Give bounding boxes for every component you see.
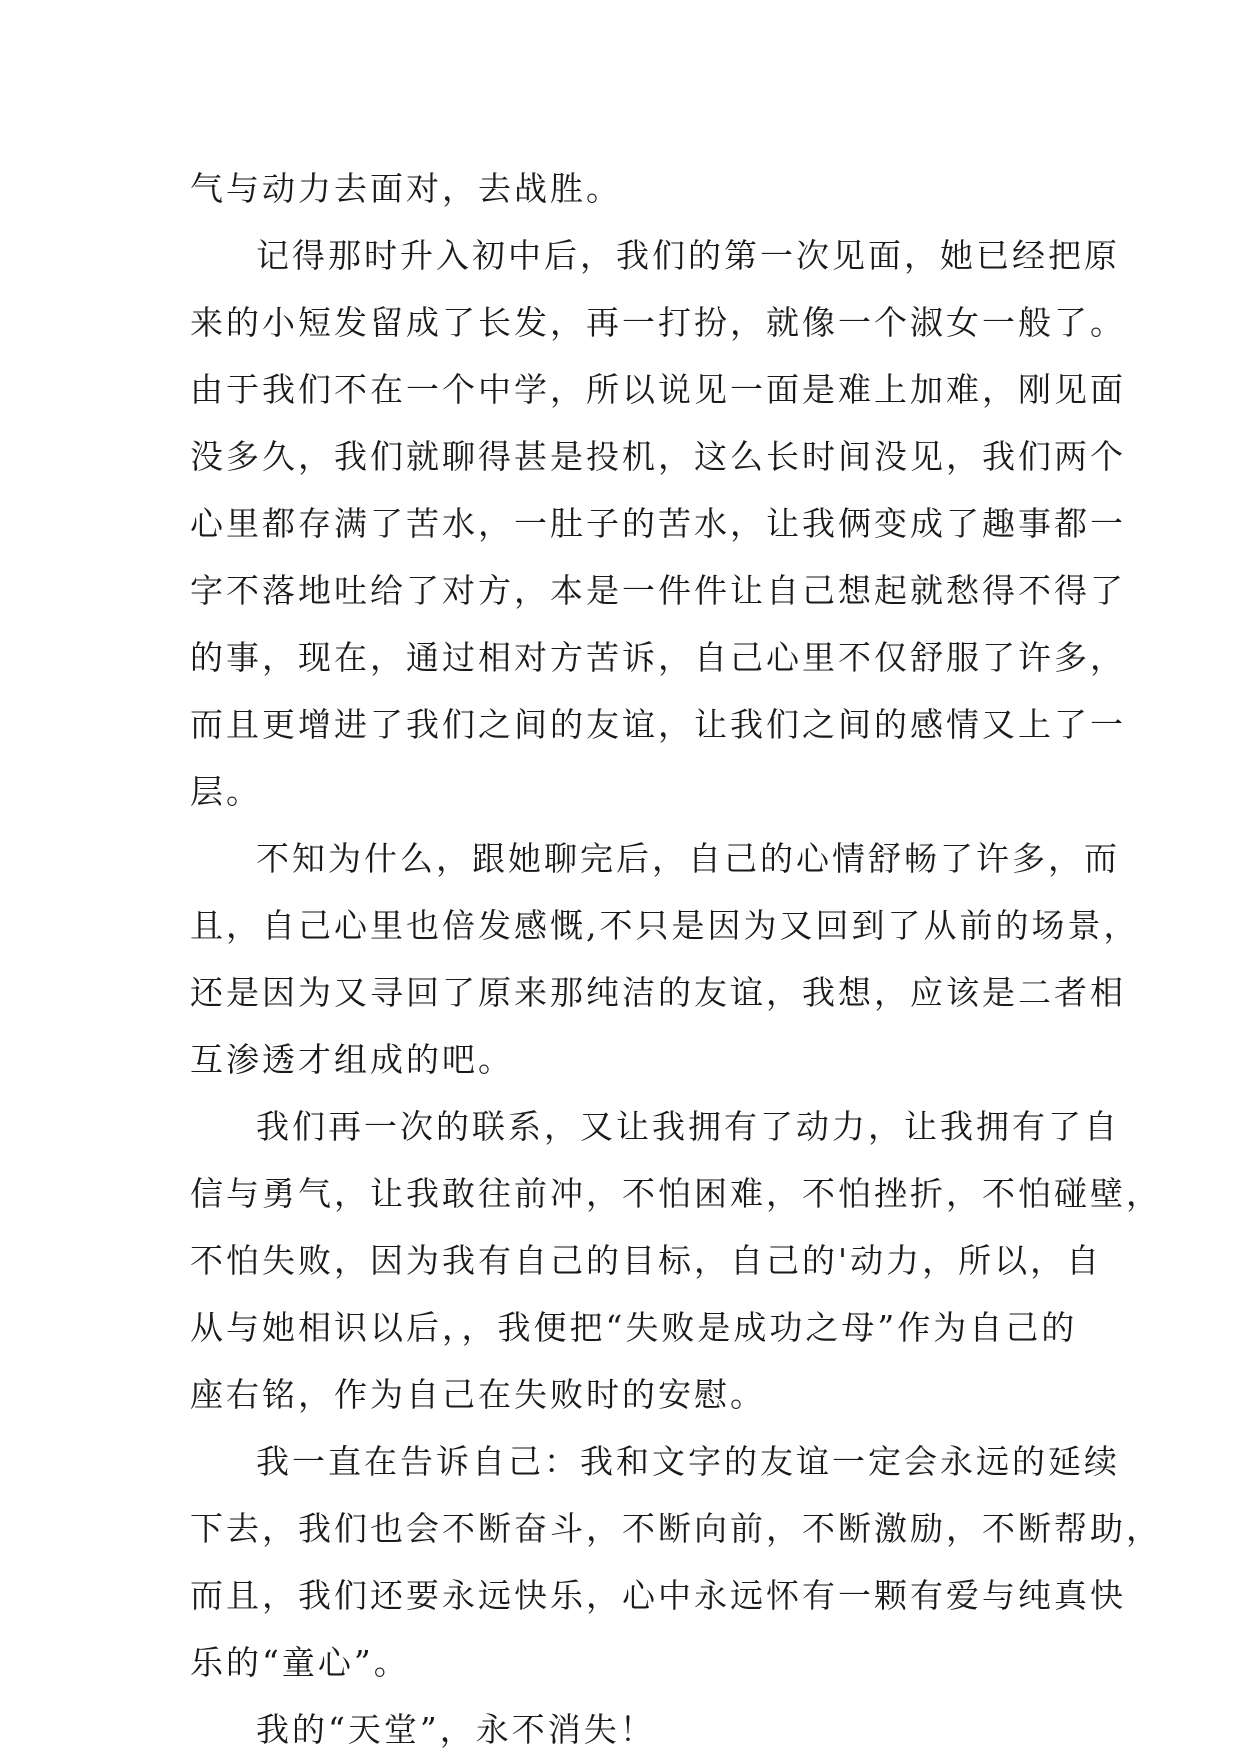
text-line: 的事，现在，通过相对方苦诉，自己心里不仅舒服了许多，	[190, 638, 1126, 677]
text-line: 信与勇气，让我敢往前冲，不怕困难，不怕挫折，不怕碰壁，	[190, 1174, 1162, 1213]
text-line: 不怕失败，因为我有自己的目标，自己的'动力，所以，自	[190, 1241, 1103, 1280]
paragraph-first-line: 我们再一次的联系，又让我拥有了动力，让我拥有了自	[256, 1107, 1120, 1146]
text-line: 从与她相识以后，，我便把“失败是成功之母”作为自己的	[190, 1308, 1078, 1347]
text-line: 没多久，我们就聊得甚是投机，这么长时间没见，我们两个	[190, 437, 1126, 476]
paragraph-first-line: 记得那时升入初中后，我们的第一次见面，她已经把原	[256, 236, 1120, 275]
paragraph-first-line: 我一直在告诉自己：我和文字的友谊一定会永远的延续	[256, 1442, 1120, 1481]
text-line: 互渗透才组成的吧。	[190, 1040, 514, 1079]
paragraph-first-line: 我的“天堂”，永不消失！	[256, 1710, 656, 1749]
text-line: 字不落地吐给了对方，本是一件件让自己想起就愁得不得了	[190, 571, 1126, 610]
text-line: 气与动力去面对，去战胜。	[190, 169, 622, 208]
document-body	[190, 155, 1162, 1763]
text-line: 且，自己心里也倍发感慨,不只是因为又回到了从前的场景，	[190, 906, 1140, 945]
text-line: 还是因为又寻回了原来那纯洁的友谊，我想，应该是二者相	[190, 973, 1126, 1012]
text-line: 心里都存满了苦水，一肚子的苦水，让我俩变成了趣事都一	[190, 504, 1126, 543]
paragraph-first-line: 不知为什么，跟她聊完后，自己的心情舒畅了许多，而	[256, 839, 1120, 878]
text-line: 而且，我们还要永远快乐，心中永远怀有一颗有爱与纯真快	[190, 1576, 1126, 1615]
text-line: 而且更增进了我们之间的友谊，让我们之间的感情又上了一	[190, 705, 1126, 744]
text-line: 来的小短发留成了长发，再一打扮，就像一个淑女一般了。	[190, 303, 1126, 342]
text-line: 乐的“童心”。	[190, 1643, 410, 1682]
text-line: 由于我们不在一个中学，所以说见一面是难上加难，刚见面	[190, 370, 1126, 409]
text-line: 层。	[190, 772, 262, 811]
text-line: 下去，我们也会不断奋斗，不断向前，不断激励，不断帮助，	[190, 1509, 1162, 1548]
text-line: 座右铭，作为自己在失败时的安慰。	[190, 1375, 766, 1414]
